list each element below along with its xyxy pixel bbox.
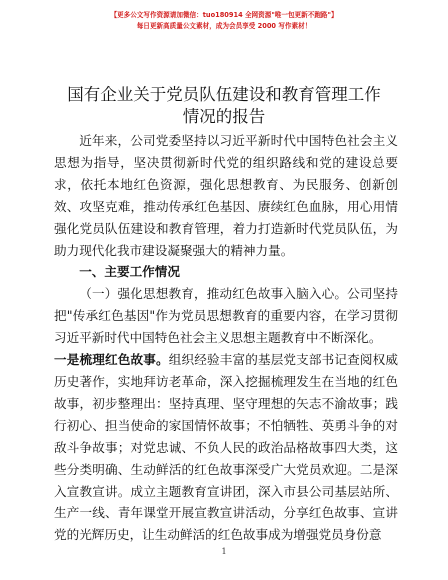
document-title: 国有企业关于党员队伍建设和教育管理工作情况的报告 [67,85,381,126]
point-paragraph [54,349,398,546]
point-label: 一是梳理红色故事。 [54,352,169,368]
subsection-paragraph: （一）强化思想教育，推动红色故事入脑入心。公司坚持把"传承红色基因"作为党员思想教育的重要内容，在学习贯彻习近平新时代中国特色社会主义思想主题教育中不断深化。 [54,286,398,346]
promo-banner [0,10,448,32]
promo-line-2: 每日更新高质量公文素材，成为会员享受 2000 写作素材！ [136,22,312,30]
section-heading: 一、主要工作情况 [79,264,180,280]
intro-paragraph: 近年来，公司党委坚持以习近平新时代中国特色社会主义思想为指导，坚决贯彻新时代党的组织路线和党的建设总要求，依托本地红色资源，强化思想教育、为民服务、创新创效、攻坚克难，推动传承红色基因、赓续红色血脉，用心用情强化党员队伍建设和教育管理，着力打造新时代党员队伍，为助力现代化我市建设凝聚强大的精神力量。 [54,133,398,258]
document-body [54,130,398,546]
page-number: 1 [221,547,227,556]
point-text: 组织经验丰富的基层党支部书记查阅权威历史著作，实地拜访老革命，深入挖掘梳理发生在当地的红色故事，初步整理出：坚持真理、坚守理想的矢志不渝故事；践行初心、担当使命的家国情怀故事；不怕牺牲、英勇斗争的对敌斗争故事；对党忠诚、不负人民的政治品格故事四大类，这些分类明确、生动鲜活的红色故事深受广大党员欢迎。二是深入宣教宣讲。成立主题教育宣讲团，深入市县公司基层站所、生产一线、青年课堂开展宣教宣讲活动，分享红色故事、宣讲党的光辉历史，让生动鲜活的红色故事成为增强党员身份意 [54,352,399,543]
promo-line-1: 【更多公文写作资源请加微信：tuo180914 全网资源"唯一包更新不跑路"】 [110,11,338,19]
